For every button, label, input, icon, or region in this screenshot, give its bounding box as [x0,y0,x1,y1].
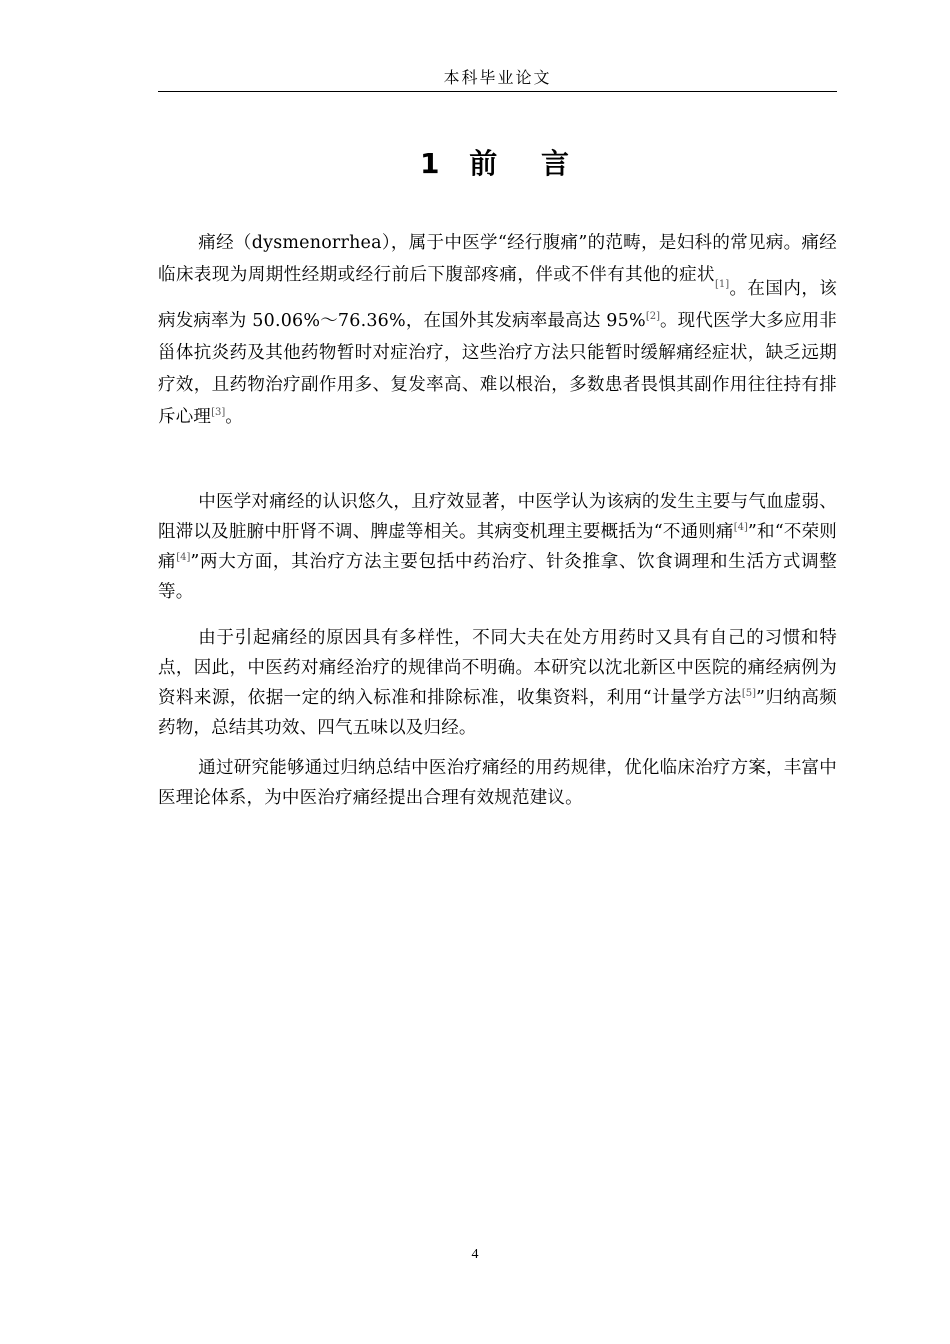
citation-1[interactable]: [1] [715,279,730,291]
paragraph-2-text-c: ”两大方面，其治疗方法主要包括中药治疗、针灸推拿、饮食调理和生活方式调整等。 [158,552,837,602]
section-title [158,142,837,186]
paragraph-2 [158,487,837,607]
paragraph-4-text: 通过研究能够通过归纳总结中医治疗痛经的用药规律，优化临床治疗方案，丰富中医理论体系，为中医治疗痛经提出合理有效规范建议。 [158,758,837,808]
paragraph-3 [158,623,837,743]
paragraph-4 [158,753,837,813]
citation-4a[interactable]: [4] [733,522,748,534]
header-divider [158,91,837,92]
page-number: 4 [471,1247,479,1262]
body-text-continued [158,487,837,823]
body-text [158,227,837,429]
citation-2[interactable]: [2] [645,311,660,323]
paragraph-1-text-b: 。在国内，该病发病率为 50.06%～76.36%，在国外其发病率最高达 95% [158,279,837,331]
paragraph-1 [158,227,837,427]
citation-5[interactable]: [5] [741,688,757,700]
paragraph-1-text-d: 。 [225,407,243,427]
section-title-char-2: 言 [540,147,575,180]
paragraph-2-text-a: 中医学对痛经的认识悠久，且疗效显著，中医学认为该病的发生主要与气血虚弱、阻滞以及脏腑中肝肾不调、脾虚等相关。其病变机理主要概括为“不通则痛 [158,492,837,542]
section-number: 1 [419,147,446,180]
paragraph-3-text-b: ”归纳高频药物，总结其功效、四气五味以及归经。 [158,688,838,738]
section-title-char-1: 前 [469,147,504,180]
paragraph-1-text-c: 。现代医学大多应用非甾体抗炎药及其他药物暂时对症治疗，这些治疗方法只能暂时缓解痛经症状，缺乏远期疗效，且药物治疗副作用多、复发率高、难以根治，多数患者畏惧其副作用往往持有排斥心理 [158,311,837,427]
paragraph-2-text-b: ”和“不荣则痛 [158,522,838,572]
citation-3[interactable]: [3] [211,407,226,419]
running-header: 本科毕业论文 [443,68,552,87]
citation-4b[interactable]: [4] [176,552,191,564]
paragraph-1-text-a: 痛经（dysmenorrhea），属于中医学“经行腹痛”的范畴，是妇科的常见病。痛经临床表现为周期性经期或经行前后下腹部疼痛，伴或不伴有其他的症状 [158,233,837,285]
paragraph-3-text-a: 由于引起痛经的原因具有多样性，不同大夫在处方用药时又具有自己的习惯和特点，因此，中医药对痛经治疗的规律尚不明确。本研究以沈北新区中医院的痛经病例为资料来源，依据一定的纳入标准和排除标准，收集资料，利用“计量学方法 [158,628,837,708]
